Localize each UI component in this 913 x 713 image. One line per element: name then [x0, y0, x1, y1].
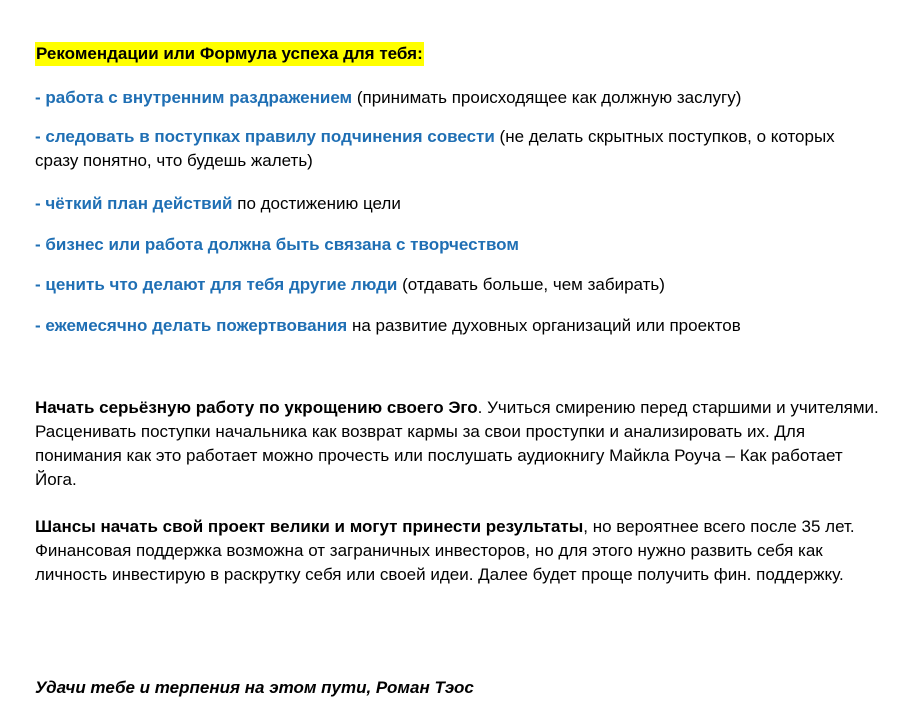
- recommendation-text: (не делать скрытных поступков, о которых сразу понятно, что будешь жалеть): [35, 127, 835, 170]
- paragraph-lead: Начать серьёзную работу по укрощению своего Эго: [35, 398, 478, 417]
- paragraph-ego: [35, 396, 880, 492]
- recommendation-emphasis: - бизнес или работа должна быть связана с творчеством: [35, 235, 519, 254]
- recommendation-text: по достижению цели: [232, 194, 401, 213]
- paragraph-project: [35, 515, 880, 587]
- list-item: [35, 273, 880, 297]
- recommendation-emphasis: - ежемесячно делать пожертвования: [35, 316, 348, 335]
- list-item: [35, 192, 880, 216]
- list-item: [35, 314, 880, 338]
- list-item: [35, 233, 880, 257]
- recommendation-emphasis: - следовать в поступках правилу подчинения совести: [35, 127, 495, 146]
- paragraph-text: . Учиться смирению перед старшими и учителями. Расценивать поступки начальника как возврат кармы за свои проступки и анализировать их. Для понимания как это работает можно прочесть или послушать аудиокнигу Майкла Роуча – Как работает Йога.: [35, 398, 879, 489]
- list-item: [35, 125, 880, 173]
- recommendation-emphasis: - чёткий план действий: [35, 194, 233, 213]
- recommendation-text: (принимать происходящее как должную заслугу): [352, 88, 742, 107]
- recommendation-emphasis: - ценить что делают для тебя другие люди: [35, 275, 398, 294]
- recommendation-emphasis: - работа с внутренним раздражением: [35, 88, 353, 107]
- recommendation-text: на развитие духовных организаций или проектов: [347, 316, 741, 335]
- signature: Удачи тебе и терпения на этом пути, Роман Тэос: [35, 678, 474, 697]
- paragraph-lead: Шансы начать свой проект велики и могут принести результаты: [35, 517, 584, 536]
- recommendation-text: (отдавать больше, чем забирать): [397, 275, 665, 294]
- paragraph-text: , но вероятнее всего после 35 лет. Финансовая поддержка возможна от заграничных инвесторов, но для этого нужно развить себя как личность инвестирую в раскрутку себя или своей идеи. Далее будет проще получить фин. поддержку.: [35, 517, 855, 584]
- page-title: Рекомендации или Формула успеха для тебя:: [35, 42, 424, 66]
- list-item: [35, 86, 880, 110]
